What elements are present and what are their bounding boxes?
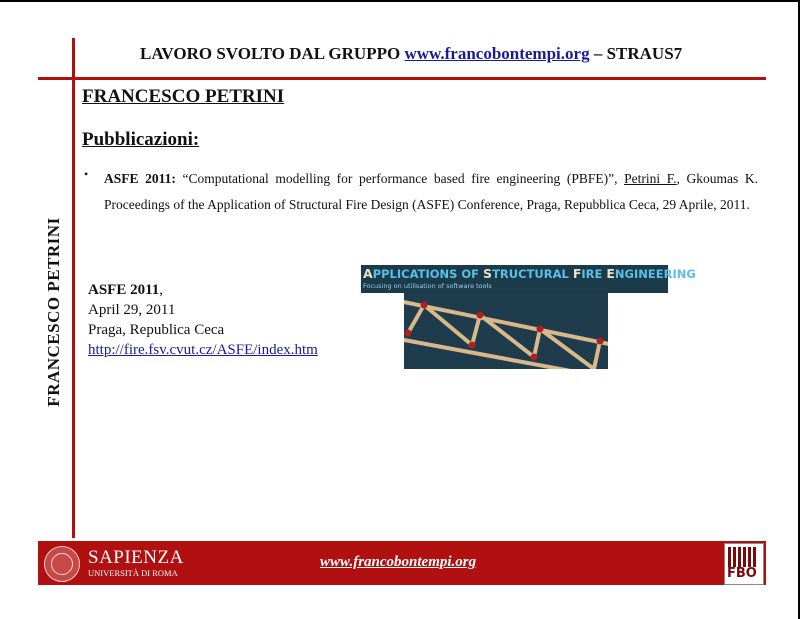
sapienza-logo-text: SAPIENZA <box>88 547 184 568</box>
entry-rest: , Gkoumas K. Proceedings of the Application of Structural Fire Design (ASFE) Conference, Praga, Repubblica Ceca, 29 Aprile, 2011. <box>104 171 758 212</box>
truss-illustration <box>404 293 608 369</box>
top-border <box>0 0 800 2</box>
header-suffix: – STRAUS7 <box>593 44 683 63</box>
publication-entry <box>104 166 758 218</box>
entry-title: “Computational modelling for performance based fire engineering (PBFE)”, <box>182 171 618 186</box>
event-date: April 29, 2011 <box>88 302 176 318</box>
header-link[interactable]: www.francobontempi.org <box>404 44 590 63</box>
entry-label: ASFE 2011: <box>104 171 176 186</box>
event-place: Praga, Republica Ceca <box>88 322 225 338</box>
bullet-icon: • <box>84 167 89 181</box>
entry-author-link[interactable]: Petrini F. <box>624 171 677 186</box>
banner-subtitle: Focusing on utilisation of software tools <box>363 282 492 290</box>
footer-bar <box>38 541 766 585</box>
author-name: FRANCESCO PETRINI <box>82 86 285 107</box>
sapienza-logo-subtext: UNIVERSITÀ DI ROMA <box>88 568 178 578</box>
truss-image <box>404 293 608 369</box>
side-title: FRANCESCO PETRINI <box>44 217 63 407</box>
conference-banner-title <box>361 265 696 293</box>
footer-link[interactable]: www.francobontempi.org <box>320 554 477 570</box>
fbo-logo-text: FBO <box>727 566 757 581</box>
event-url-link[interactable]: http://fire.fsv.cvut.cz/ASFE/index.htm <box>88 342 318 358</box>
event-name: ASFE 2011 <box>88 282 160 298</box>
page-header <box>140 44 682 64</box>
red-horizontal-rule <box>38 77 766 80</box>
red-vertical-rule <box>72 38 75 538</box>
fbo-logo-icon <box>724 543 764 585</box>
event-info: ASFE 2011, April 29, 2011 Praga, Republica Ceca http://fire.fsv.cvut.cz/ASFE/index.htm <box>88 282 318 358</box>
header-prefix: LAVORO SVOLTO DAL GRUPPO <box>140 44 401 63</box>
sapienza-seal-icon <box>44 546 80 582</box>
banner-title-text: APPLICATIONS OF STRUCTURAL FIRE ENGINEERING <box>363 266 696 281</box>
section-title: Pubblicazioni: <box>82 129 200 150</box>
